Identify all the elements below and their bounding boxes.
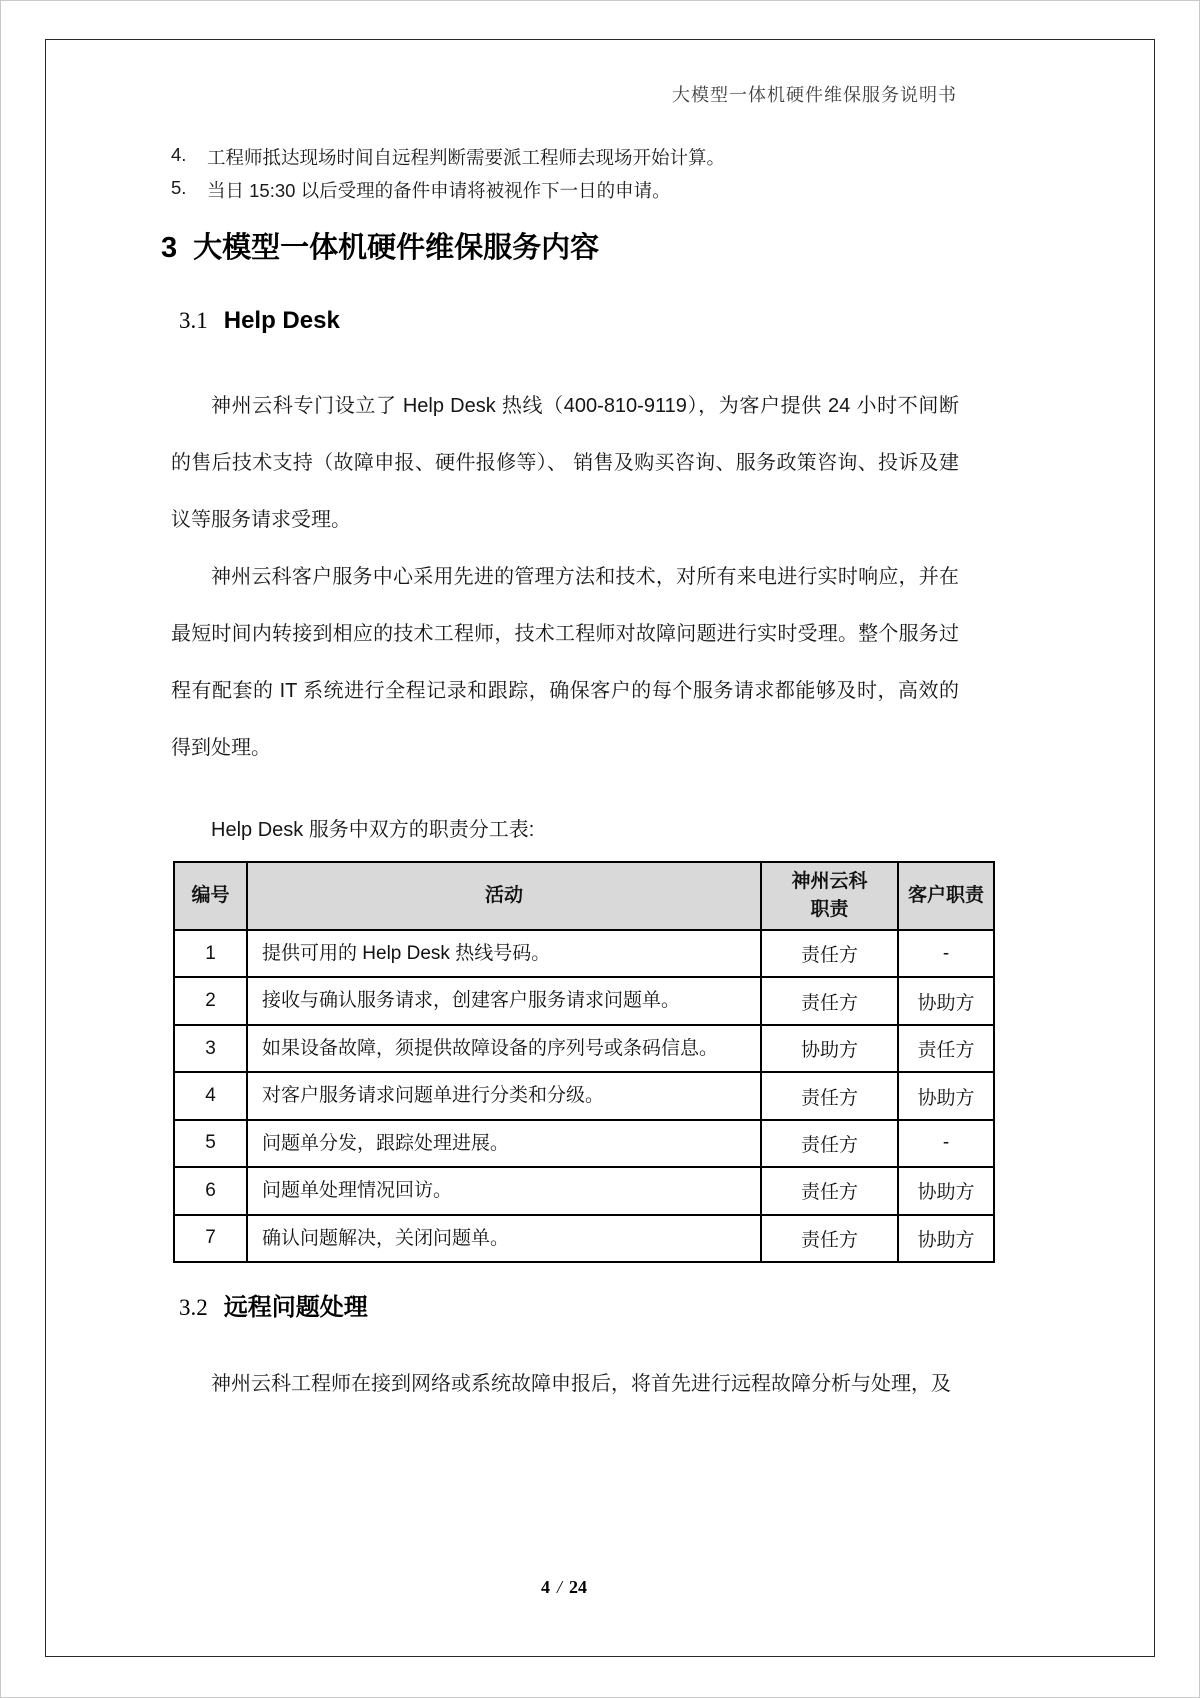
page-footer (171, 1577, 957, 1598)
cell-customer: 协助方 (898, 1167, 994, 1214)
table-row (174, 1215, 994, 1262)
heading-text: 远程问题处理 (223, 1294, 368, 1321)
cell-vendor: 责任方 (761, 930, 898, 977)
heading-number: 3 (161, 232, 178, 264)
heading-number: 3.2 (179, 1295, 208, 1320)
cell-activity: 问题单分发，跟踪处理进展。 (247, 1120, 761, 1167)
table-row (174, 977, 994, 1024)
responsibility-table (173, 861, 995, 1263)
cell-activity: 问题单处理情况回访。 (247, 1167, 761, 1214)
col-header-customer: 客户职责 (898, 862, 994, 930)
cell-vendor: 责任方 (761, 1120, 898, 1167)
table-caption: Help Desk 服务中双方的职责分工表: (211, 819, 535, 841)
col-header-id: 编号 (174, 862, 247, 930)
table-row (174, 1072, 994, 1119)
table-row (174, 930, 994, 977)
cell-customer: 责任方 (898, 1025, 994, 1072)
cell-customer: - (898, 930, 994, 977)
footer-total-pages: 24 (569, 1577, 587, 1597)
table-header-row (174, 862, 994, 930)
cell-customer: - (898, 1120, 994, 1167)
cell-customer: 协助方 (898, 1072, 994, 1119)
subsection-heading-32 (179, 1287, 368, 1322)
cell-activity: 确认问题解决，关闭问题单。 (247, 1215, 761, 1262)
col-header-vendor-line1: 神州云科 (791, 870, 868, 892)
list-item-number: 5. (171, 177, 187, 198)
cell-id: 6 (174, 1167, 247, 1214)
subsection-heading-31 (179, 307, 340, 335)
page-header-title: 大模型一体机硬件维保服务说明书 (672, 85, 957, 105)
list-item-text: 当日 15:30 以后受理的备件申请将被视作下一日的申请。 (207, 180, 671, 201)
page-content (161, 1, 984, 1697)
paragraph-service-center: 神州云科客户服务中心采用先进的管理方法和技术，对所有来电进行实时响应，并在最短时间内转接到相应的技术工程师，技术工程师对故障问题进行实时受理。整个服务过程有配套的 IT 系统进行全程记录和跟踪，确保客户的每个服务请求都能够及时，高效的得到处理。 (171, 566, 959, 759)
paragraph-helpdesk-intro: 神州云科专门设立了 Help Desk 热线（400-810-9119），为客户提供 24 小时不间断的售后技术支持（故障申报、硬件报修等）、 销售及购买咨询、服务政策咨询、投诉及建议等服务请求受理。 (171, 395, 959, 531)
list-item-text: 工程师抵达现场时间自远程判断需要派工程师去现场开始计算。 (207, 147, 726, 168)
cell-id: 3 (174, 1025, 247, 1072)
cell-vendor: 协助方 (761, 1025, 898, 1072)
col-header-activity: 活动 (247, 862, 761, 930)
cell-id: 1 (174, 930, 247, 977)
cell-activity: 对客户服务请求问题单进行分类和分级。 (247, 1072, 761, 1119)
cell-activity: 提供可用的 Help Desk 热线号码。 (247, 930, 761, 977)
list-item (171, 177, 957, 203)
cell-customer: 协助方 (898, 1215, 994, 1262)
cell-vendor: 责任方 (761, 977, 898, 1024)
heading-text: Help Desk (223, 307, 340, 334)
heading-text: 大模型一体机硬件维保服务内容 (193, 232, 600, 264)
col-header-vendor (761, 862, 898, 930)
list-item-number: 4. (171, 144, 187, 165)
cell-customer: 协助方 (898, 977, 994, 1024)
cell-vendor: 责任方 (761, 1072, 898, 1119)
cell-activity: 接收与确认服务请求，创建客户服务请求问题单。 (247, 977, 761, 1024)
footer-page-number: 4 (540, 1577, 550, 1597)
table-row (174, 1120, 994, 1167)
cell-vendor: 责任方 (761, 1167, 898, 1214)
cell-id: 4 (174, 1072, 247, 1119)
cell-id: 5 (174, 1120, 247, 1167)
cell-activity: 如果设备故障，须提供故障设备的序列号或条码信息。 (247, 1025, 761, 1072)
paragraph-remote-handling: 神州云科工程师在接到网络或系统故障申报后，将首先进行远程故障分析与处理，及 (211, 1373, 951, 1395)
list-item (171, 144, 957, 170)
table-row (174, 1025, 994, 1072)
section-heading-3 (161, 225, 599, 266)
col-header-vendor-line2: 职责 (810, 899, 849, 920)
table-row (174, 1167, 994, 1214)
cell-id: 7 (174, 1215, 247, 1262)
cell-id: 2 (174, 977, 247, 1024)
cell-vendor: 责任方 (761, 1215, 898, 1262)
heading-number: 3.1 (179, 308, 208, 333)
footer-separator: / (556, 1577, 562, 1597)
